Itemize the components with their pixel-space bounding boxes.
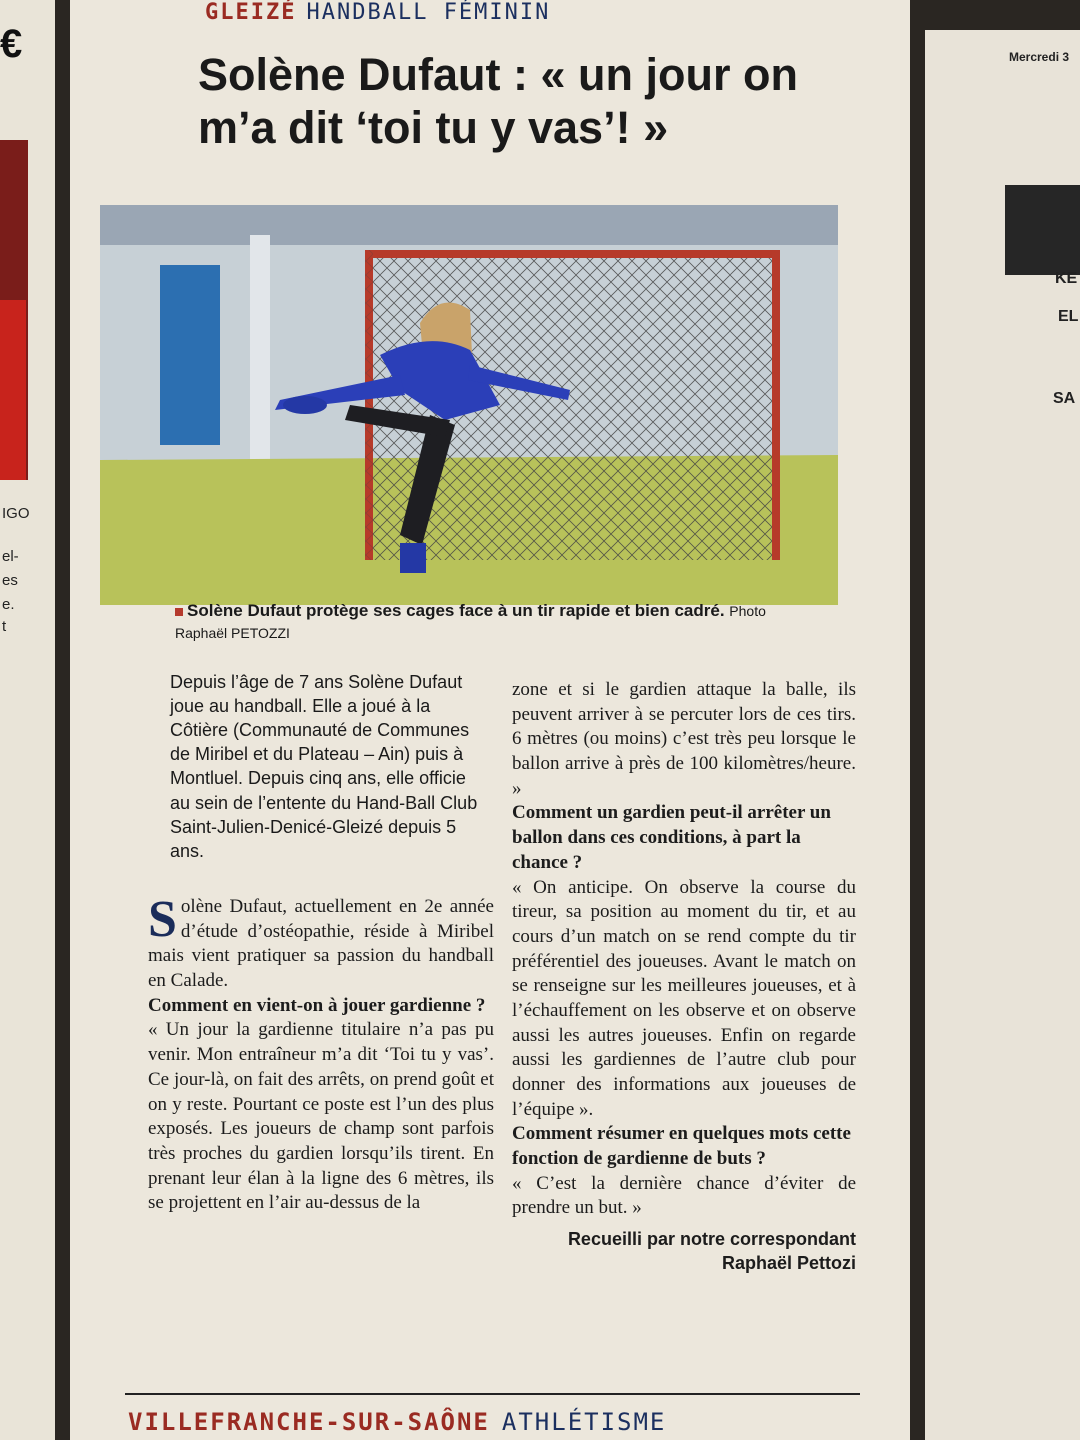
drop-cap: S [148,891,177,948]
photo-caption [175,600,775,644]
lead-paragraph [148,891,494,994]
question-2: Comment un gardien peut-il arrêter un ballon dans ces conditions, à part la chance ? [512,802,831,873]
text-fragment: EL [1058,308,1079,325]
article-headline: Solène Dufaut : « un jour on m’a dit ‘toi tu y vas’! » [198,49,798,154]
caption-bullet [175,608,183,616]
handball-goalkeeper-photo [100,205,838,605]
article-intro: Depuis l’âge de 7 ans Solène Dufaut joue au handball. Elle a joué à la Côtière (Communauté de Communes de Miribel et du Plateau – Ain) puis à Montluel. Depuis cinq ans, elle officie au sein de l’entente du Hand-Ball Club Saint-Julien-Denicé-Gleizé depuis 5 ans. [170,672,478,861]
dark-header-block [1005,185,1080,275]
answer-3: « C’est la dernière chance d’éviter de prendre un but. » [512,1172,856,1219]
euro-fragment: € [0,22,23,66]
article-photo [100,205,838,605]
answer-2: « On anticipe. On observe la course du tireur, sa position au moment du tir, et au cours d’un match on se rend compte du tir préférentiel des joueuses. Avant le match on se renseigne sur les meilleures joueuses, et à l’échauffement on les observe et on observe aussi les autres joueuses. Enfin on regarde aussi les gardiennes de l’autre club pour donner des informations aux joueuses de l’équipe ». [512,876,856,1120]
next-rubric-section: ATHLÉTISME [501,1408,667,1436]
question-3: Comment résumer en quelques mots cette fonction de gardienne de buts ? [512,1123,851,1170]
question-1: Comment en vient-on à jouer gardienne ? [148,994,486,1016]
caption-text: Solène Dufaut protège ses cages face à un tir rapide et bien cadré. [187,601,725,620]
article-rubric [205,0,550,25]
answer-1: « Un jour la gardienne titulaire n’a pas pu venir. Mon entraîneur m’a dit ‘Toi tu y vas’. Ce jour-là, on fait des arrêts, on prend goût et on y reste. Pourtant ce poste est l’un des plus exposés. Les joueurs de champ sont parfois très proches du gardien lorsqu’ils tirent. En prenant leur élan à la ligne des 6 mètres, ils se projettent en l’air au-dessus de la [148,1019,494,1214]
lead-text: olène Dufaut, actuellement en 2e année d’étude d’ostéopathie, réside à Miribel mais vient pratiquer sa passion du handball en Calade. [148,896,494,992]
byline-author: Raphaël Pettozi [721,1253,856,1274]
date-fragment: Mercredi 3 [1009,50,1070,64]
section-divider [125,1393,860,1395]
text-fragment: e. [2,596,15,613]
previous-page-strip [0,0,55,1440]
next-page [925,30,1080,1440]
byline-role: Recueilli par notre correspondant [567,1229,856,1250]
photo-credit: Photo Raphaël PETOZZI [175,603,766,642]
answer-1-continued: zone et si le gardien attaque la balle, ils peuvent arriver à se percuter lors de ces tirs. 6 mètres (ou moins) c’est très peu lorsque le ballon arrive à près de 100 kilomètres/heure. » [512,679,856,799]
next-rubric-city: VILLEFRANCHE-SUR-SAÔNE [128,1408,490,1436]
article-column-right [512,678,856,1276]
text-fragment: t [2,618,7,635]
rubric-section: HANDBALL FÉMININ [306,0,551,25]
text-fragment: IGO [2,505,30,522]
text-fragment: el- [2,548,19,565]
article-column-left [148,891,494,1216]
next-article-rubric [128,1408,666,1436]
byline [512,1227,856,1276]
red-ad-block-light [0,300,26,480]
text-fragment: SA [1053,390,1076,407]
rubric-city: GLEIZÉ [205,0,297,25]
text-fragment: KE [1055,270,1078,287]
text-fragment: es [2,572,18,589]
